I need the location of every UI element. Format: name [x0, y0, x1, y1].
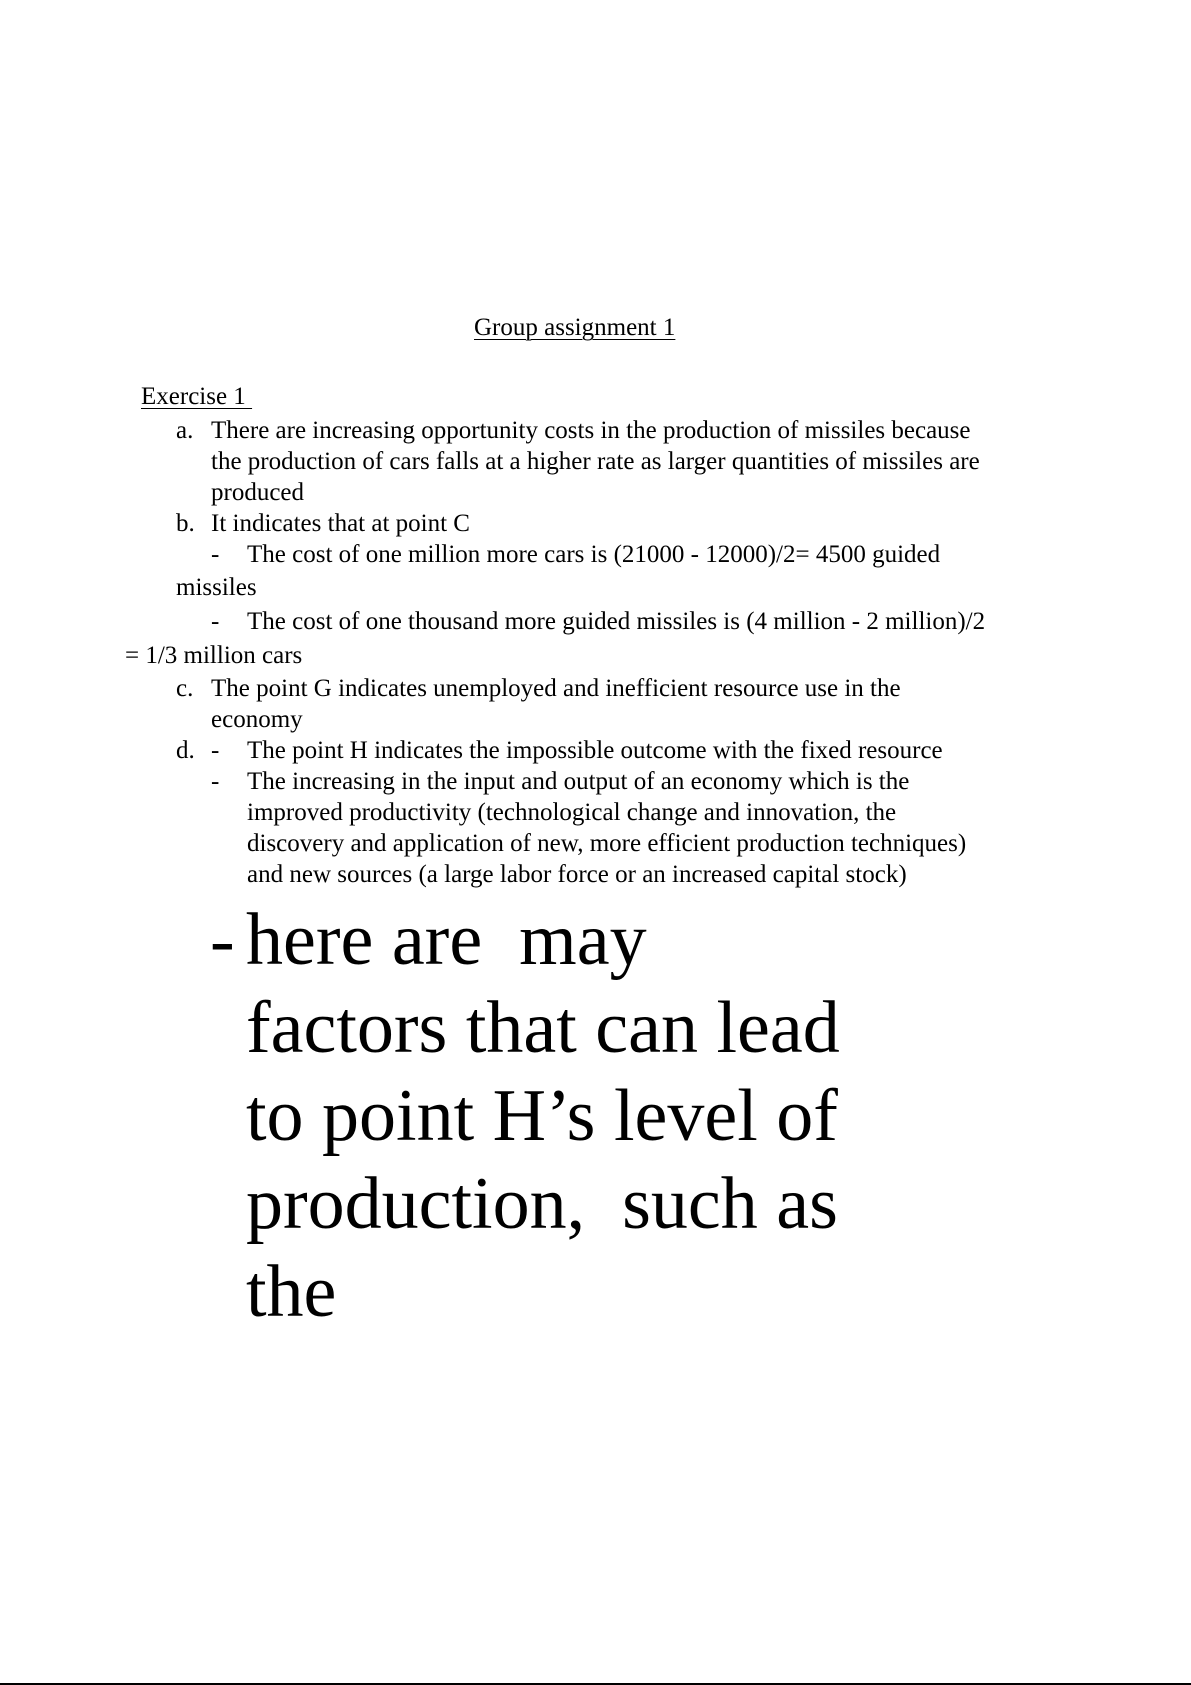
item-d-bullet-3-dash: - [210, 899, 235, 981]
item-d-bullet-3-line-3: to point H’s level of [246, 1075, 838, 1157]
item-b-bullet-1-wrap: missiles [176, 574, 257, 601]
item-c-line-1: The point G indicates unemployed and inefficient resource use in the [211, 675, 901, 702]
item-c-marker: c. [176, 675, 194, 702]
item-d-bullet-2-line-3: discovery and application of new, more efficient production techniques) [247, 830, 967, 857]
document-title: Group assignment 1 [474, 314, 676, 341]
item-d-bullet-2-dash: - [211, 768, 220, 795]
item-d-bullet-2-line-4: and new sources (a large labor force or an increased capital stock) [247, 861, 907, 888]
item-c-line-2: economy [211, 706, 303, 733]
item-a-line-1: There are increasing opportunity costs in the production of missiles because [211, 417, 971, 444]
item-b-bullet-2-line: The cost of one thousand more guided missiles is (4 million - 2 million)/2 [247, 608, 986, 635]
item-d-bullet-1-dash: - [211, 737, 220, 764]
item-b-bullet-1-dash: - [211, 541, 220, 568]
item-b-bullet-2-dash: - [211, 608, 220, 635]
item-d-bullet-3-line-1: here are may [246, 899, 647, 981]
item-b-line: It indicates that at point C [211, 510, 470, 537]
item-b-marker: b. [176, 510, 195, 537]
item-d-marker: d. [176, 737, 195, 764]
item-d-bullet-2-line-1: The increasing in the input and output of an economy which is the [247, 768, 910, 795]
item-d-bullet-1-line: The point H indicates the impossible outcome with the fixed resource [247, 737, 943, 764]
exercise-heading: Exercise 1 [141, 383, 253, 410]
item-d-bullet-3-line-5: the [246, 1251, 337, 1333]
item-a-line-3: produced [211, 479, 305, 506]
item-b-bullet-2-wrap: = 1/3 million cars [125, 642, 303, 669]
item-d-bullet-2-line-2: improved productivity (technological change and innovation, the [247, 799, 897, 826]
item-d-bullet-3-line-4: production, such as [246, 1163, 838, 1245]
item-a-marker: a. [176, 417, 194, 444]
item-d-bullet-3-line-2: factors that can lead [246, 987, 840, 1069]
item-a-line-2: the production of cars falls at a higher rate as larger quantities of missiles are [211, 448, 980, 475]
item-b-bullet-1-line: The cost of one million more cars is (21000 - 12000)/2= 4500 guided [247, 541, 941, 568]
